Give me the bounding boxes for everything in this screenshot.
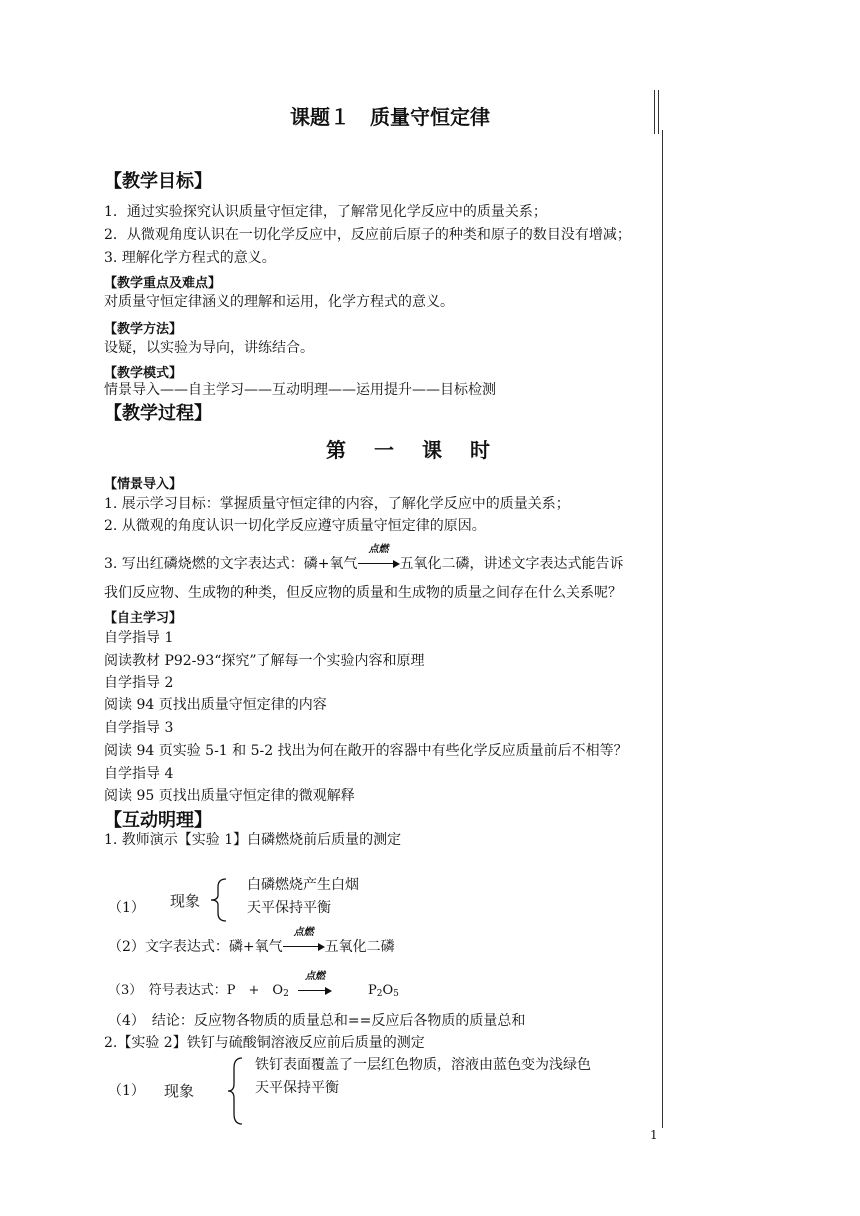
- method-heading: 【教学方法】: [104, 322, 183, 337]
- exp1-item2: [108, 927, 395, 957]
- page-number: 1: [650, 1128, 658, 1142]
- exp2-phen-item: 铁钉表面覆盖了一层红色物质，溶液由蓝色变为浅绿色: [255, 1057, 591, 1073]
- arrow-condition-label: 点燃: [305, 970, 325, 982]
- goal-item: 3. 理解化学方程式的意义。: [104, 250, 276, 266]
- p-subscript: 2: [376, 989, 383, 999]
- exp1-item2-before: （2）文字表达式：磷+氧气: [108, 939, 283, 955]
- intro3-after: 五氧化二磷，讲述文字表达式能告诉: [399, 556, 624, 572]
- goals-heading: 【教学目标】: [104, 171, 212, 192]
- o2-subscript: 2: [283, 989, 289, 999]
- intro-item: 1. 展示学习目标：掌握质量守恒定律的内容，了解化学反应中的质量关系；: [104, 496, 570, 512]
- margin-line-top-right: [658, 90, 659, 134]
- exp1-phen-label: 现象: [170, 892, 201, 910]
- exp1-item3-arrow: [298, 970, 332, 999]
- product-o: O: [382, 983, 394, 998]
- exp1-title: 1. 教师演示【实验 1】白磷燃烧前后质量的测定: [104, 832, 402, 848]
- lecture-title: 第一课时: [326, 438, 518, 462]
- reaction-arrow: [283, 927, 325, 954]
- process-heading: 【教学过程】: [104, 403, 212, 424]
- exp2-num: （1）: [108, 1083, 145, 1099]
- mode-heading: 【教学模式】: [104, 366, 183, 381]
- exp2-phen-label: 现象: [164, 1082, 195, 1100]
- mode-text: 情景导入——自主学习——互动明理——运用提升——目标检测: [104, 382, 496, 398]
- exp1-phen-item: 白磷燃烧产生白烟: [247, 877, 359, 893]
- exp2-title: 2.【实验 2】铁钉与硫酸铜溶液反应前后质量的测定: [104, 1035, 425, 1051]
- reaction-arrow: [358, 544, 400, 571]
- exp2-phen-item: 天平保持平衡: [255, 1080, 339, 1096]
- self-study-item: 阅读 94 页实验 5-1 和 5-2 找出为何在敞开的容器中有些化学反应质量前后不相等？: [104, 743, 628, 759]
- self-study-item: 阅读 95 页找出质量守恒定律的微观解释: [104, 788, 355, 804]
- o5-subscript: 5: [393, 989, 399, 999]
- margin-line-top-left: [654, 90, 655, 134]
- reaction-arrow: [298, 970, 332, 998]
- exp1-item3: [108, 981, 289, 1004]
- exp1-item3-product: [368, 981, 399, 1004]
- exp1-item2-after: 五氧化二磷: [324, 939, 395, 955]
- self-study-item: 自学指导 4: [104, 766, 174, 782]
- exp1-item4: （4） 结论：反应物各物质的质量总和==反应后各物质的质量总和: [108, 1013, 526, 1029]
- intro3-line2: 我们反应物、生成物的种类，但反应物的质量和生成物的质量之间存在什么关系呢？: [104, 585, 622, 601]
- intro3-before: 3. 写出红磷烧燃的文字表达式：磷+氧气: [104, 556, 358, 572]
- keypoints-text: 对质量守恒定律涵义的理解和运用，化学方程式的意义。: [104, 294, 454, 310]
- arrow-condition-label: 点燃: [368, 544, 389, 555]
- intro-item-3: [104, 544, 624, 574]
- exp1-brace: [208, 877, 230, 923]
- keypoints-heading: 【教学重点及难点】: [104, 276, 222, 291]
- self-study-item: 自学指导 3: [104, 720, 174, 736]
- arrow-condition-label: 点燃: [293, 927, 314, 938]
- self-study-item: 自学指导 1: [104, 630, 174, 646]
- goal-item: 1．通过实验探究认识质量守恒定律，了解常见化学反应中的质量关系；: [104, 204, 547, 220]
- intro-heading: 【情景导入】: [104, 477, 183, 492]
- exp1-phen-item: 天平保持平衡: [247, 900, 331, 916]
- self-study-heading: 【自主学习】: [104, 611, 183, 626]
- page-title: 课题１ 质量守恒定律: [290, 105, 490, 129]
- product-p: P: [368, 983, 377, 998]
- margin-line-main: [662, 130, 663, 1128]
- exp2-brace: [226, 1056, 246, 1126]
- self-study-item: 阅读教材 P92-93“探究”了解每一个实验内容和原理: [104, 653, 425, 669]
- exp1-item3-label: （3） 符号表达式：P + O: [108, 983, 284, 998]
- goal-item: 2．从微观角度认识在一切化学反应中，反应前后原子的种类和原子的数目没有增减；: [104, 227, 631, 243]
- method-text: 设疑，以实验为导向，讲练结合。: [104, 340, 314, 356]
- self-study-item: 自学指导 2: [104, 675, 174, 691]
- self-study-item: 阅读 94 页找出质量守恒定律的内容: [104, 697, 327, 713]
- interact-heading: 【互动明理】: [104, 810, 212, 831]
- intro-item: 2. 从微观的角度认识一切化学反应遵守质量守恒定律的原因。: [104, 518, 486, 534]
- exp1-num: （1）: [108, 900, 145, 916]
